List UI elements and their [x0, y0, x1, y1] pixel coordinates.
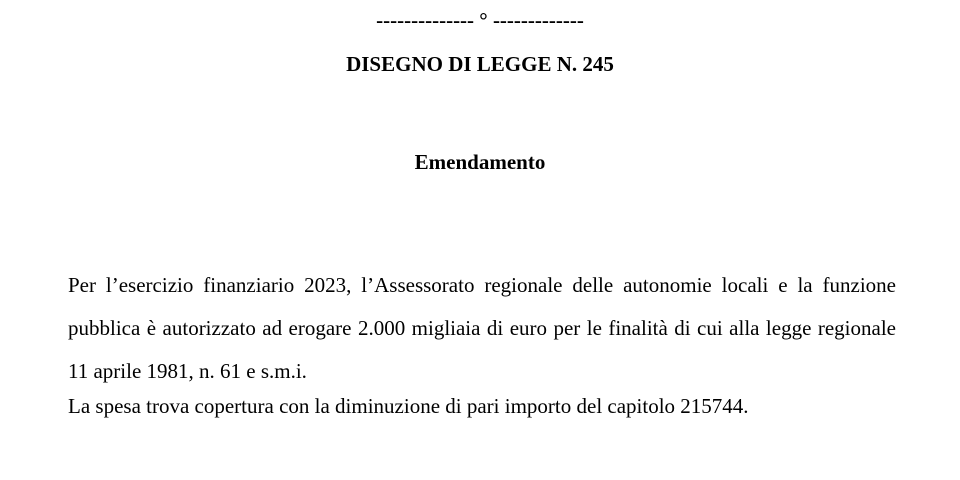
paragraph-funding: La spesa trova copertura con la diminuzione di pari importo del capitolo 215744.	[68, 394, 749, 418]
bill-title: DISEGNO DI LEGGE N. 245	[346, 52, 614, 76]
paragraph-authorization: Per l’esercizio finanziario 2023, l’Assessorato regionale delle autonomie locali e la funzione pubblica è autorizzato ad erogare 2.000 migliaia di euro per le finalità di cui alla legge regionale 11 aprile 1981, n. 61 e s.m.i.	[68, 273, 896, 383]
header-separator: -------------- ° -------------	[376, 8, 584, 32]
amendment-title: Emendamento	[414, 150, 546, 174]
amendment-body	[68, 264, 896, 428]
